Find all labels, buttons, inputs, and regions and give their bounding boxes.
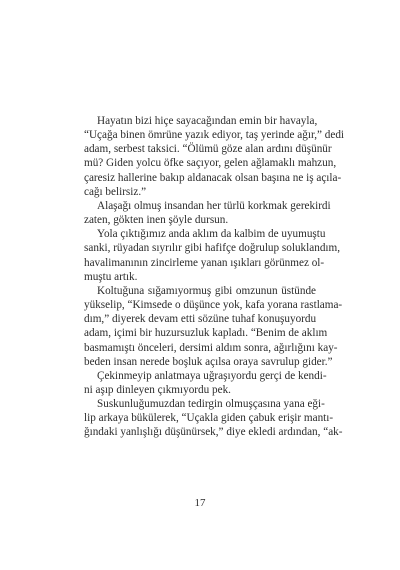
- text-line: cağı belirsiz.”: [84, 185, 147, 198]
- text-line: ğındaki yanlışlığı düşünürsek,” diye ekledi ardından, “ak-: [84, 426, 343, 439]
- text-line: çaresiz hallerine bakıp aldanacak olsan başına ne iş açıla-: [84, 171, 342, 184]
- text-line: mü? Giden yolcu öfke saçıyor, gelen ağlamaklı mahzun,: [84, 157, 337, 170]
- text-line: beden insan nerede boşluk açılsa oraya savrulup gider.”: [84, 355, 333, 368]
- text-line: havalimanının zincirleme yanan ışıkları görünmez ol-: [84, 256, 325, 269]
- text-line: “Uçağa binen ömrüne yazık ediyor, taş yerinde ağır,” dedi: [84, 129, 345, 142]
- text-line: lip arkaya bükülerek, “Uçakla giden çabuk erişir mantı-: [84, 412, 334, 425]
- paragraph-6: [84, 397, 343, 439]
- text-line: Alaşağı olmuş insandan her türlü korkmak gerekirdi: [97, 199, 331, 212]
- paragraph-1: [84, 114, 345, 199]
- text-line: dım,” diyerek devam etti sözüne tuhaf konuşuyordu: [84, 313, 317, 326]
- paragraph-4: [84, 284, 343, 369]
- paragraph-5: [84, 369, 327, 397]
- text-line: Koltuğuna sığamıyormuş gibi omzunun üstünde: [97, 284, 316, 297]
- body-text: [84, 114, 345, 440]
- text-line: ni aşıp dinleyen çıkmıyordu pek.: [84, 383, 231, 396]
- text-line: Yola çıktığımız anda aklım da kalbim de uyumuştu: [97, 228, 326, 241]
- page-number: 17: [194, 497, 206, 509]
- text-line: Suskunluğumuzdan tedirgin olmuşçasına yana eği-: [97, 398, 325, 411]
- paragraph-3: [84, 227, 341, 284]
- text-line: Hayatın bizi hiçe sayacağından emin bir havayla,: [97, 115, 318, 127]
- text-line: adam, içimi bir huzursuzluk kapladı. “Benim de aklım: [84, 327, 328, 340]
- text-line: Çekinmeyip anlatmaya uğraşıyordu gerçi de kendi-: [97, 369, 327, 382]
- text-line: adam, serbest taksici. “Ölümü göze alan ardını düşünür: [84, 143, 332, 156]
- text-line: yükselip, “Kimsede o düşünce yok, kafa yorana rastlama-: [84, 299, 343, 312]
- text-line: zaten, gökten inen şöyle dursun.: [84, 214, 229, 227]
- text-line: muştu artık.: [84, 270, 138, 283]
- paragraph-2: [84, 199, 331, 227]
- text-line: sanki, rüyadan sıyrılır gibi hafifçe doğrulup soluklandım,: [84, 242, 341, 255]
- text-line: basmamıştı önceleri, dersimi aldım sonra, ağırlığını kay-: [84, 341, 338, 354]
